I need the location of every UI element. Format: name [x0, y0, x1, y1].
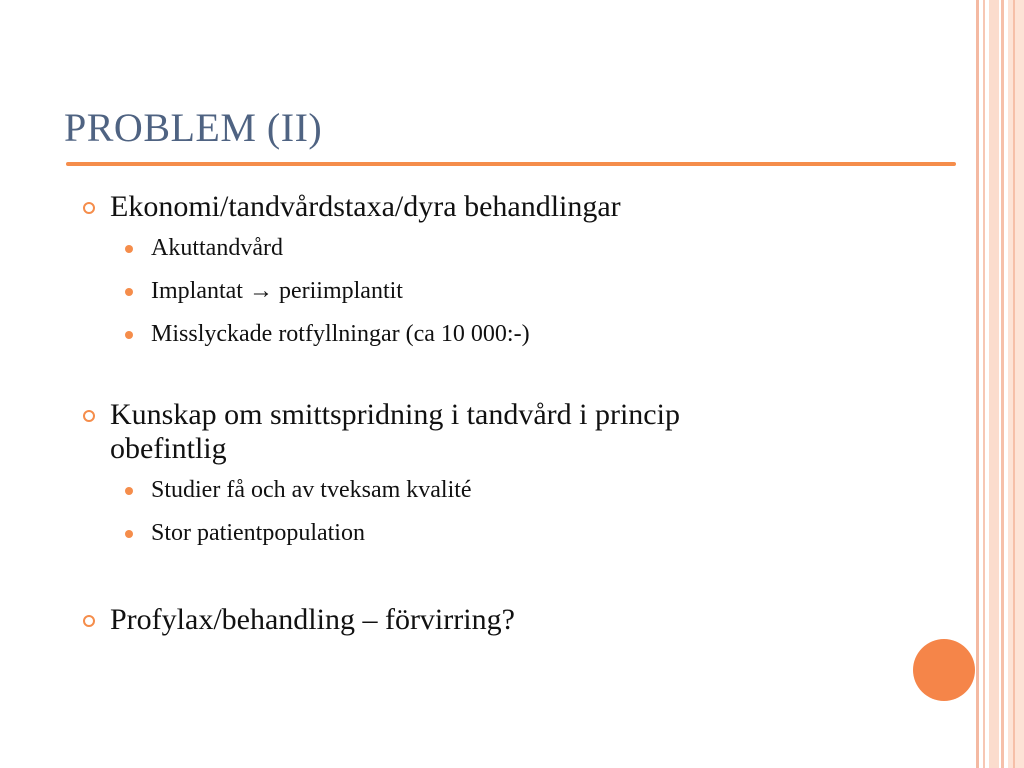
bullet-text: Profylax/behandling – förvirring? [110, 603, 515, 636]
bullet-text-line-1: Kunskap om smittspridning i tandvård i princip [110, 398, 680, 431]
sub-bullet-list [78, 469, 898, 555]
dot-bullet-icon [125, 288, 133, 296]
decorative-stripe [1013, 0, 1015, 768]
sub-bullet-item [78, 270, 898, 313]
ring-bullet-icon [83, 615, 95, 627]
sub-bullet-item [78, 512, 898, 555]
dot-bullet-icon [125, 487, 133, 495]
title-underline [66, 162, 956, 166]
sub-bullet-item [78, 469, 898, 512]
decorative-stripe [1001, 0, 1004, 768]
sub-bullet-item [78, 313, 898, 356]
decorative-stripe [976, 0, 979, 768]
dot-bullet-icon [125, 530, 133, 538]
ring-bullet-icon [83, 410, 95, 422]
ring-bullet-icon [83, 202, 95, 214]
sub-bullet-text: Misslyckade rotfyllningar (ca 10 000:-) [151, 321, 530, 347]
decorative-stripe [1008, 0, 1024, 768]
decorative-stripe [989, 0, 999, 768]
decorative-circle [913, 639, 975, 701]
decorative-stripe [983, 0, 985, 768]
bullet-text-line-2: obefintlig [110, 432, 227, 465]
sub-bullet-text: Studier få och av tveksam kvalité [151, 477, 472, 503]
sub-bullet-item [78, 227, 898, 270]
bullet-item [78, 190, 898, 224]
dot-bullet-icon [125, 245, 133, 253]
bullet-list [78, 190, 898, 637]
sub-bullet-text: Implantat → periimplantit [151, 278, 403, 304]
sub-bullet-text: Stor patientpopulation [151, 520, 365, 546]
bullet-item [78, 603, 898, 637]
bullet-text: Ekonomi/tandvårdstaxa/dyra behandlingar [110, 190, 621, 223]
bullet-item [78, 398, 898, 466]
dot-bullet-icon [125, 331, 133, 339]
sub-bullet-list [78, 227, 898, 356]
sub-bullet-text: Akuttandvård [151, 235, 283, 261]
slide-title: PROBLEM (II) [64, 105, 323, 150]
